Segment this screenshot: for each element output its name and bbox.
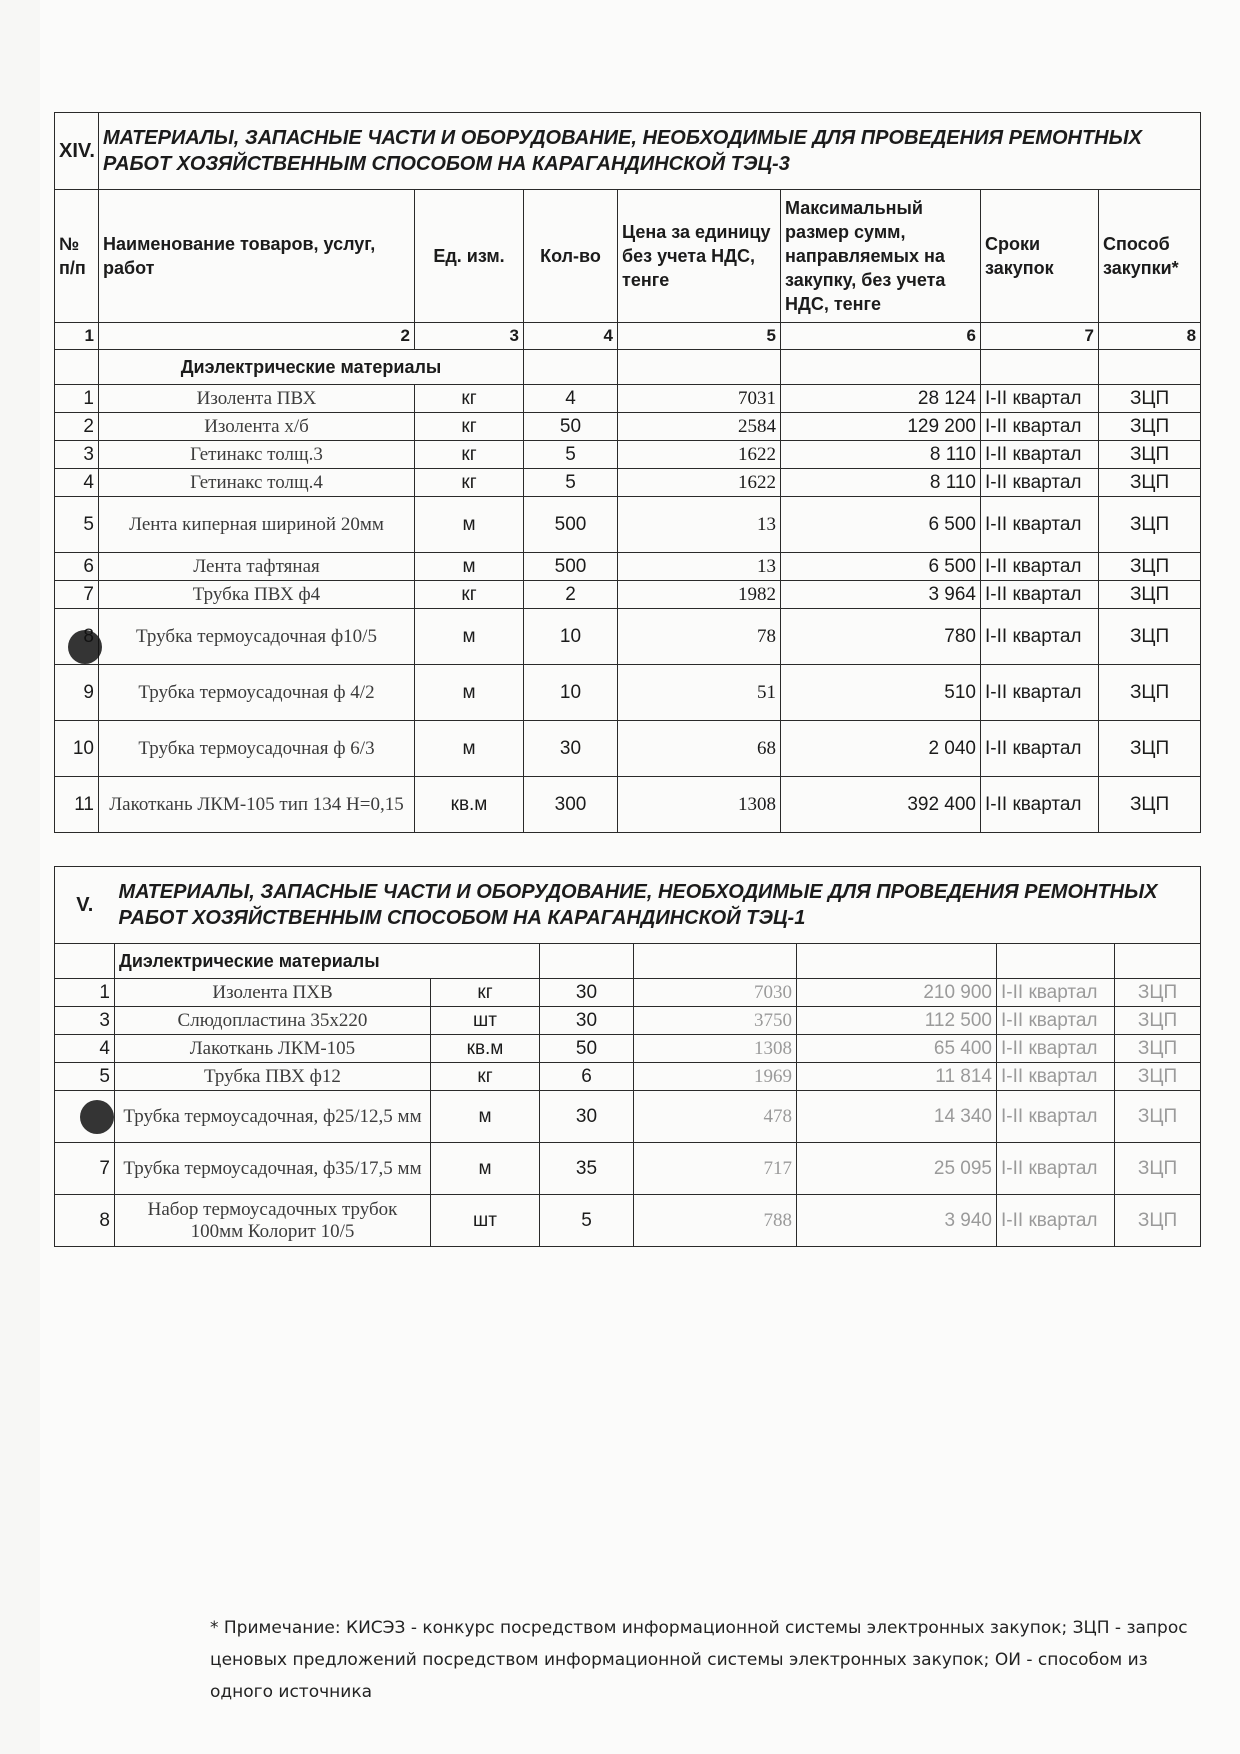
category-row — [55, 944, 1201, 979]
item-unit: кг — [415, 581, 524, 609]
item-method: ЗЦП — [1099, 385, 1201, 413]
item-qty: 35 — [540, 1143, 634, 1195]
item-method: ЗЦП — [1099, 413, 1201, 441]
table-row — [55, 665, 1201, 721]
item-name: Изолента ПХВ — [115, 979, 431, 1007]
item-method: ЗЦП — [1099, 581, 1201, 609]
row-number: 5 — [55, 1063, 115, 1091]
item-price: 3750 — [634, 1007, 797, 1035]
item-unit: м — [415, 497, 524, 553]
item-unit: кг — [415, 385, 524, 413]
item-unit: м — [431, 1091, 540, 1143]
section-title: МАТЕРИАЛЫ, ЗАПАСНЫЕ ЧАСТИ И ОБОРУДОВАНИЕ, НЕОБХОДИМЫЕ ДЛЯ ПРОВЕДЕНИЯ РЕМОНТНЫХ РАБОТ ХОЗЯЙСТВЕННЫМ СПОСОБОМ НА КАРАГАНДИНСКОЙ ТЭЦ-3 — [99, 113, 1201, 190]
item-qty: 30 — [524, 721, 618, 777]
item-price: 1969 — [634, 1063, 797, 1091]
item-sum: 112 500 — [797, 1007, 997, 1035]
item-term: I-II квартал — [981, 441, 1099, 469]
header-no: № п/п — [55, 190, 99, 323]
item-name: Трубка термоусадочная ф10/5 — [99, 609, 415, 665]
row-number: 5 — [55, 497, 99, 553]
item-method: ЗЦП — [1115, 1195, 1201, 1247]
item-name: Гетинакс толщ.3 — [99, 441, 415, 469]
item-price: 7030 — [634, 979, 797, 1007]
row-number: 8 — [55, 1195, 115, 1247]
col-number: 6 — [781, 323, 981, 350]
item-term: I-II квартал — [997, 1143, 1115, 1195]
table-row — [55, 413, 1201, 441]
item-name: Гетинакс толщ.4 — [99, 469, 415, 497]
item-qty: 10 — [524, 609, 618, 665]
table-row — [55, 1143, 1201, 1195]
item-price: 1622 — [618, 441, 781, 469]
item-name: Слюдопластина 35х220 — [115, 1007, 431, 1035]
item-term: I-II квартал — [981, 413, 1099, 441]
item-sum: 8 110 — [781, 441, 981, 469]
table-header — [55, 190, 1201, 323]
row-number: 10 — [55, 721, 99, 777]
item-sum: 780 — [781, 609, 981, 665]
item-unit: м — [415, 553, 524, 581]
item-price: 13 — [618, 497, 781, 553]
item-qty: 300 — [524, 777, 618, 833]
row-number: 4 — [55, 1035, 115, 1063]
item-method: ЗЦП — [1115, 1035, 1201, 1063]
header-terms: Сроки закупок — [981, 190, 1099, 323]
item-unit: кг — [415, 441, 524, 469]
item-sum: 210 900 — [797, 979, 997, 1007]
table-row — [55, 469, 1201, 497]
table-row — [55, 1007, 1201, 1035]
table-row — [55, 441, 1201, 469]
item-price: 78 — [618, 609, 781, 665]
item-qty: 5 — [540, 1195, 634, 1247]
item-sum: 6 500 — [781, 553, 981, 581]
item-qty: 4 — [524, 385, 618, 413]
item-method: ЗЦП — [1099, 469, 1201, 497]
item-name: Набор термоусадочных трубок 100мм Колорит 10/5 — [115, 1195, 431, 1247]
col-number: 4 — [524, 323, 618, 350]
item-price: 717 — [634, 1143, 797, 1195]
item-unit: м — [431, 1143, 540, 1195]
row-number: 7 — [55, 581, 99, 609]
item-method: ЗЦП — [1099, 441, 1201, 469]
item-sum: 8 110 — [781, 469, 981, 497]
item-price: 788 — [634, 1195, 797, 1247]
item-price: 478 — [634, 1091, 797, 1143]
section-number: V. — [55, 867, 115, 944]
section-v-rows — [55, 979, 1201, 1247]
punch-hole — [80, 1100, 114, 1134]
item-qty: 30 — [540, 979, 634, 1007]
item-price: 1622 — [618, 469, 781, 497]
item-unit: кг — [431, 1063, 540, 1091]
item-sum: 6 500 — [781, 497, 981, 553]
category-row — [55, 350, 1201, 385]
item-name: Лента тафтяная — [99, 553, 415, 581]
item-term: I-II квартал — [997, 979, 1115, 1007]
item-term: I-II квартал — [981, 469, 1099, 497]
item-name: Изолента х/б — [99, 413, 415, 441]
item-sum: 14 340 — [797, 1091, 997, 1143]
column-numbers-row — [55, 323, 1201, 350]
item-unit: кв.м — [431, 1035, 540, 1063]
col-number: 1 — [55, 323, 99, 350]
item-price: 2584 — [618, 413, 781, 441]
item-sum: 129 200 — [781, 413, 981, 441]
col-number: 3 — [415, 323, 524, 350]
table-row — [55, 979, 1201, 1007]
row-number: 2 — [55, 413, 99, 441]
item-qty: 500 — [524, 497, 618, 553]
item-name: Лакоткань ЛКМ-105 тип 134 Н=0,15 — [99, 777, 415, 833]
item-term: I-II квартал — [997, 1063, 1115, 1091]
item-sum: 510 — [781, 665, 981, 721]
item-term: I-II квартал — [997, 1195, 1115, 1247]
table-row — [55, 777, 1201, 833]
col-number: 2 — [99, 323, 415, 350]
item-term: I-II квартал — [981, 385, 1099, 413]
item-sum: 25 095 — [797, 1143, 997, 1195]
table-row — [55, 1035, 1201, 1063]
item-method: ЗЦП — [1115, 1007, 1201, 1035]
item-name: Трубка термоусадочная ф 6/3 — [99, 721, 415, 777]
item-price: 1308 — [618, 777, 781, 833]
section-title: МАТЕРИАЛЫ, ЗАПАСНЫЕ ЧАСТИ И ОБОРУДОВАНИЕ, НЕОБХОДИМЫЕ ДЛЯ ПРОВЕДЕНИЯ РЕМОНТНЫХ РАБОТ ХОЗЯЙСТВЕННЫМ СПОСОБОМ НА КАРАГАНДИНСКОЙ ТЭЦ-1 — [115, 867, 1201, 944]
item-name: Трубка ПВХ ф4 — [99, 581, 415, 609]
item-price: 51 — [618, 665, 781, 721]
item-term: I-II квартал — [981, 609, 1099, 665]
row-number: 6 — [55, 553, 99, 581]
item-unit: кв.м — [415, 777, 524, 833]
item-method: ЗЦП — [1115, 1091, 1201, 1143]
section-v-table — [54, 866, 1201, 1247]
item-name: Лента киперная шириной 20мм — [99, 497, 415, 553]
item-method: ЗЦП — [1115, 1063, 1201, 1091]
item-name: Изолента ПВХ — [99, 385, 415, 413]
item-sum: 3 940 — [797, 1195, 997, 1247]
item-name: Лакоткань ЛКМ-105 — [115, 1035, 431, 1063]
item-term: I-II квартал — [997, 1007, 1115, 1035]
table-row — [55, 497, 1201, 553]
row-number: 4 — [55, 469, 99, 497]
header-name: Наименование товаров, услуг, работ — [99, 190, 415, 323]
col-number: 7 — [981, 323, 1099, 350]
row-number: 11 — [55, 777, 99, 833]
item-qty: 5 — [524, 441, 618, 469]
item-qty: 6 — [540, 1063, 634, 1091]
item-term: I-II квартал — [981, 665, 1099, 721]
row-number: 3 — [55, 441, 99, 469]
item-term: I-II квартал — [981, 497, 1099, 553]
item-sum: 28 124 — [781, 385, 981, 413]
item-price: 7031 — [618, 385, 781, 413]
table-row — [55, 385, 1201, 413]
item-unit: кг — [415, 469, 524, 497]
item-unit: шт — [431, 1195, 540, 1247]
table-row — [55, 1091, 1201, 1143]
item-sum: 11 814 — [797, 1063, 997, 1091]
item-unit: м — [415, 721, 524, 777]
item-method: ЗЦП — [1099, 553, 1201, 581]
item-qty: 30 — [540, 1007, 634, 1035]
item-method: ЗЦП — [1099, 777, 1201, 833]
item-name: Трубка термоусадочная, ф35/17,5 мм — [115, 1143, 431, 1195]
section-number: XIV. — [55, 113, 99, 190]
item-price: 1308 — [634, 1035, 797, 1063]
row-number: 1 — [55, 979, 115, 1007]
header-qty: Кол-во — [524, 190, 618, 323]
item-price: 13 — [618, 553, 781, 581]
item-method: ЗЦП — [1115, 1143, 1201, 1195]
item-term: I-II квартал — [997, 1091, 1115, 1143]
header-method: Способ закупки* — [1099, 190, 1201, 323]
item-unit: м — [415, 665, 524, 721]
category-label: Диэлектрические материалы — [115, 944, 540, 979]
item-term: I-II квартал — [981, 721, 1099, 777]
item-qty: 500 — [524, 553, 618, 581]
item-term: I-II квартал — [981, 581, 1099, 609]
table-row — [55, 721, 1201, 777]
item-qty: 5 — [524, 469, 618, 497]
item-name: Трубка термоусадочная ф 4/2 — [99, 665, 415, 721]
item-method: ЗЦП — [1115, 979, 1201, 1007]
col-number: 8 — [1099, 323, 1201, 350]
item-term: I-II квартал — [997, 1035, 1115, 1063]
item-unit: кг — [431, 979, 540, 1007]
item-unit: кг — [415, 413, 524, 441]
section-title-row — [55, 867, 1201, 944]
row-number: 3 — [55, 1007, 115, 1035]
section-xiv-rows — [55, 385, 1201, 833]
table-row — [55, 609, 1201, 665]
table-row — [55, 1195, 1201, 1247]
table-row — [55, 581, 1201, 609]
item-qty: 10 — [524, 665, 618, 721]
item-sum: 65 400 — [797, 1035, 997, 1063]
item-sum: 392 400 — [781, 777, 981, 833]
header-price: Цена за единицу без учета НДС, тенге — [618, 190, 781, 323]
table-row — [55, 1063, 1201, 1091]
row-number: 1 — [55, 385, 99, 413]
row-number: 9 — [55, 665, 99, 721]
section-title-row — [55, 113, 1201, 190]
header-unit: Ед. изм. — [415, 190, 524, 323]
item-qty: 50 — [524, 413, 618, 441]
item-method: ЗЦП — [1099, 497, 1201, 553]
item-sum: 3 964 — [781, 581, 981, 609]
row-number: 7 — [55, 1143, 115, 1195]
item-price: 1982 — [618, 581, 781, 609]
item-method: ЗЦП — [1099, 665, 1201, 721]
punch-hole — [68, 630, 102, 664]
col-number: 5 — [618, 323, 781, 350]
item-unit: м — [415, 609, 524, 665]
item-name: Трубка ПВХ ф12 — [115, 1063, 431, 1091]
footnote: * Примечание: КИСЭЗ - конкурс посредством информационной системы электронных закупок; ЗЦП - запрос ценовых предложений посредством информационной системы электронных закупок; ОИ - способом из одного источника — [210, 1618, 1188, 1702]
item-price: 68 — [618, 721, 781, 777]
category-label: Диэлектрические материалы — [99, 350, 524, 385]
item-name: Трубка термоусадочная, ф25/12,5 мм — [115, 1091, 431, 1143]
document-page — [40, 0, 1240, 1754]
item-qty: 30 — [540, 1091, 634, 1143]
item-term: I-II квартал — [981, 777, 1099, 833]
item-method: ЗЦП — [1099, 609, 1201, 665]
item-unit: шт — [431, 1007, 540, 1035]
header-max: Максимальный размер сумм, направляемых на закупку, без учета НДС, тенге — [781, 190, 981, 323]
table-row — [55, 553, 1201, 581]
item-method: ЗЦП — [1099, 721, 1201, 777]
item-term: I-II квартал — [981, 553, 1099, 581]
item-qty: 50 — [540, 1035, 634, 1063]
item-qty: 2 — [524, 581, 618, 609]
section-xiv-table — [54, 112, 1201, 833]
item-sum: 2 040 — [781, 721, 981, 777]
